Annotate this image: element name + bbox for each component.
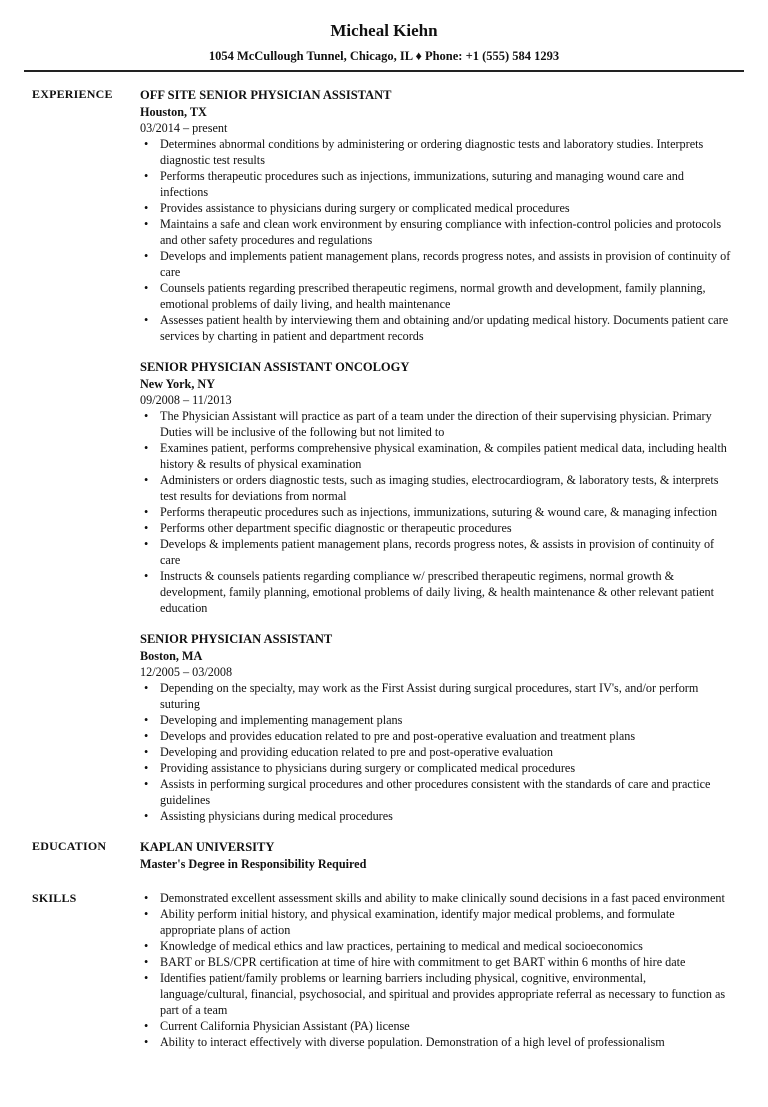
list-item: • BART or BLS/CPR certification at time of hire with commitment to get BART within 6 months of hire date — [160, 954, 732, 970]
education-section — [0, 838, 768, 872]
job-duties-list — [140, 408, 732, 616]
school-name: KAPLAN UNIVERSITY — [140, 840, 275, 854]
resume-header — [0, 0, 768, 64]
list-item: • Counsels patients regarding prescribed therapeutic regimens, normal growth and development, family planning, emotional problems of daily living, and health maintenance — [160, 280, 732, 312]
list-item: • Develops & implements patient management plans, records progress notes, & assists in provision of continuity of care — [160, 536, 732, 568]
section-label-experience: EXPERIENCE — [32, 87, 113, 101]
job-entry — [140, 630, 732, 824]
list-item: • Performs therapeutic procedures such as injections, immunizations, suturing and managing wound care and infections — [160, 168, 732, 200]
list-item: • Provides assistance to physicians during surgery or complicated medical procedures — [160, 200, 732, 216]
section-label-education: EDUCATION — [32, 839, 107, 853]
job-dates: 09/2008 – 11/2013 — [140, 393, 232, 407]
list-item: • Knowledge of medical ethics and law practices, pertaining to medical and medical socioeconomics — [160, 938, 732, 954]
job-entry — [140, 358, 732, 616]
degree-name: Master's Degree in Responsibility Required — [140, 857, 367, 871]
list-item: • Developing and implementing management plans — [160, 712, 732, 728]
job-entry — [140, 86, 732, 344]
list-item: • Maintains a safe and clean work environment by ensuring compliance with infection-control policies and protocols and other safety procedures and regulations — [160, 216, 732, 248]
list-item: • Examines patient, performs comprehensive physical examination, & compiles patient medical data, including health history & results of physical examination — [160, 440, 732, 472]
job-location: Boston, MA — [140, 649, 203, 663]
header-divider — [24, 70, 744, 72]
skills-section — [0, 890, 768, 1050]
job-location: New York, NY — [140, 377, 216, 391]
job-duties-list — [140, 680, 732, 824]
list-item: • Providing assistance to physicians during surgery or complicated medical procedures — [160, 760, 732, 776]
list-item: • Assisting physicians during medical procedures — [160, 808, 732, 824]
job-title: SENIOR PHYSICIAN ASSISTANT — [140, 632, 333, 646]
list-item: • Performs other department specific diagnostic or therapeutic procedures — [160, 520, 732, 536]
list-item: • Administers or orders diagnostic tests, such as imaging studies, electrocardiogram, & laboratory tests, & interprets test results for deviations from normal — [160, 472, 732, 504]
list-item: • Assists in performing surgical procedures and other procedures consistent with the standards of care and practice guidelines — [160, 776, 732, 808]
section-label-skills: SKILLS — [32, 891, 77, 905]
list-item: • Identifies patient/family problems or learning barriers including physical, cognitive, environmental, language/cultural, financial, psychosocial, and spiritual and provides appropriate referral as necessary to function as part of a team — [160, 970, 732, 1018]
list-item: • Developing and providing education related to pre and post-operative evaluation — [160, 744, 732, 760]
list-item: • Performs therapeutic procedures such as injections, immunizations, suturing & wound care, & managing infection — [160, 504, 732, 520]
resume-body — [0, 86, 768, 1050]
skills-list — [140, 890, 732, 1050]
list-item: • Determines abnormal conditions by administering or ordering diagnostic tests and laboratory studies. Interprets diagnostic test results — [160, 136, 732, 168]
list-item: • Demonstrated excellent assessment skills and ability to make clinically sound decisions in a fast paced environment — [160, 890, 732, 906]
job-location: Houston, TX — [140, 105, 207, 119]
list-item: • Current California Physician Assistant (PA) license — [160, 1018, 732, 1034]
list-item: • Depending on the specialty, may work as the First Assist during surgical procedures, start IV's, and/or perform suturing — [160, 680, 732, 712]
list-item: • Develops and implements patient management plans, records progress notes, and assists in provision of continuity of care — [160, 248, 732, 280]
list-item: • Assesses patient health by interviewing them and obtaining and/or updating medical history. Documents patient care services by charting in patient and department records — [160, 312, 732, 344]
list-item: • The Physician Assistant will practice as part of a team under the direction of their supervising physician. Primary Duties will be inclusive of the following but not limited to — [160, 408, 732, 440]
experience-section — [0, 86, 768, 824]
job-dates: 03/2014 – present — [140, 121, 228, 135]
job-dates: 12/2005 – 03/2008 — [140, 665, 233, 679]
list-item: • Ability to interact effectively with diverse population. Demonstration of a high level of professionalism — [160, 1034, 732, 1050]
job-duties-list — [140, 136, 732, 344]
contact-line: 1054 McCullough Tunnel, Chicago, IL ♦ Phone: +1 (555) 584 1293 — [208, 49, 560, 63]
list-item: • Develops and provides education related to pre and post-operative evaluation and treatment plans — [160, 728, 732, 744]
list-item: • Instructs & counsels patients regarding compliance w/ prescribed therapeutic regimens, normal growth & development, family planning, emotional problems of daily living, & health maintenance & other relevant patient education — [160, 568, 732, 616]
candidate-name: Micheal Kiehn — [330, 21, 438, 40]
job-title: SENIOR PHYSICIAN ASSISTANT ONCOLOGY — [140, 360, 410, 374]
job-title: OFF SITE SENIOR PHYSICIAN ASSISTANT — [140, 88, 392, 102]
list-item: • Ability perform initial history, and physical examination, identify major medical problems, and formulate appropriate plans of action — [160, 906, 732, 938]
